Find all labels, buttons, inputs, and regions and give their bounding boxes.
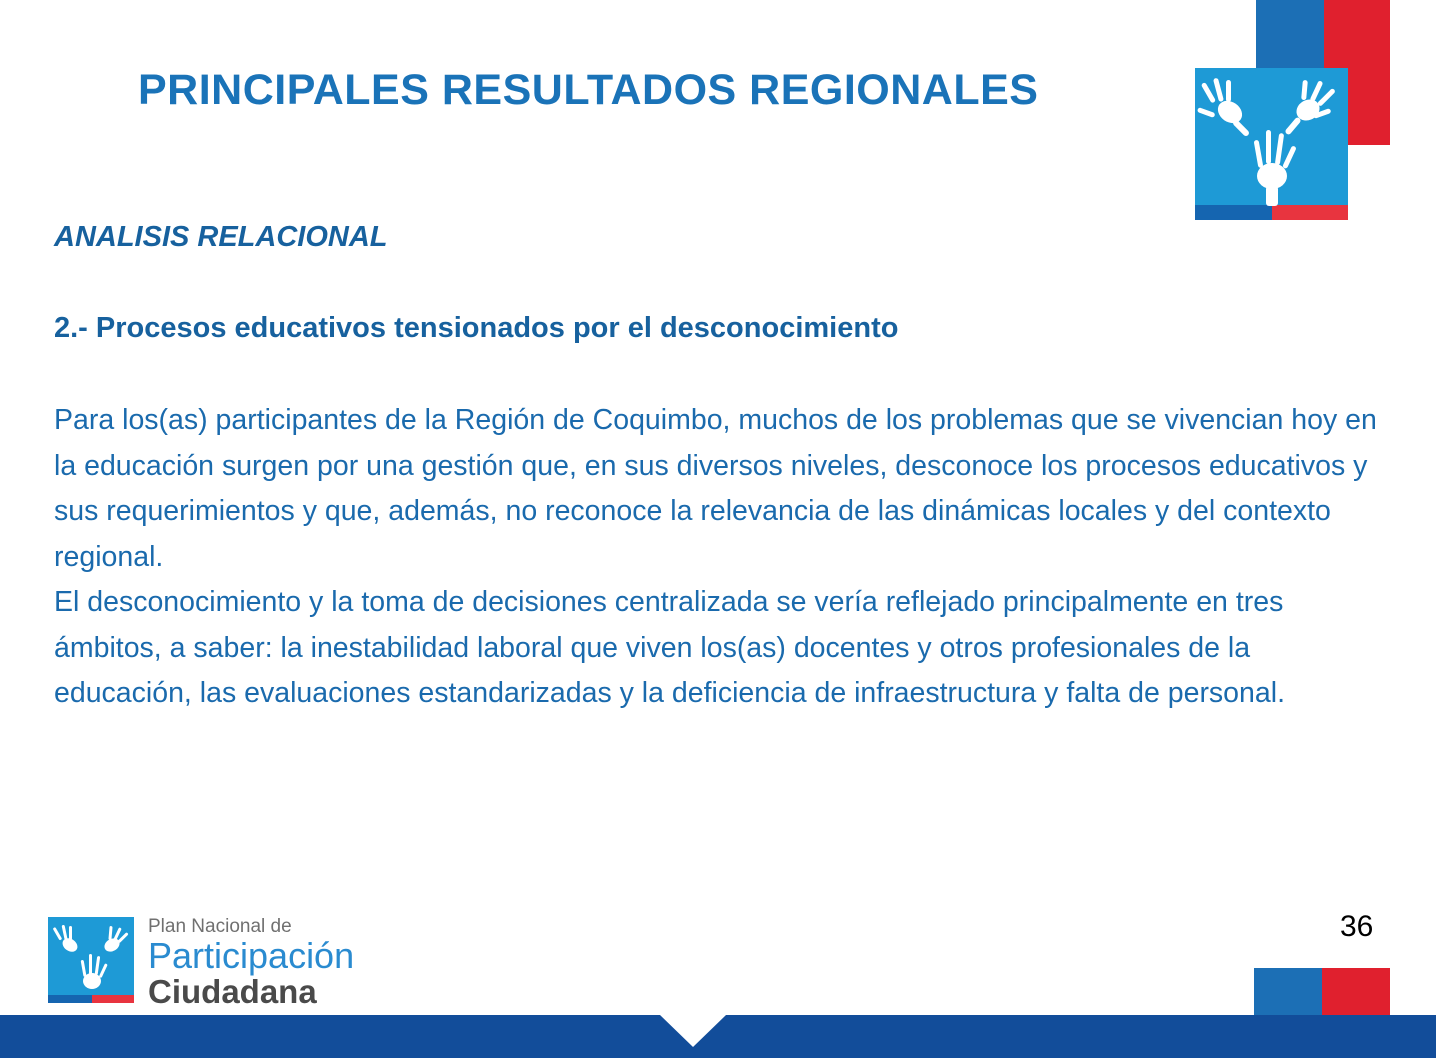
body-paragraph: El desconocimiento y la toma de decisiones centralizada se vería reflejado principalmente en tres ámbitos, a saber: la inestabilidad laboral que viven los(as) docentes y otros profesionales de la educación, las evaluaciones estandarizadas y la deficiencia de infraestructura y falta de personal.	[54, 586, 1285, 709]
footer-logo-text	[148, 916, 354, 1010]
footer-logo-icon	[46, 915, 136, 1005]
body-text	[54, 398, 1394, 717]
body-paragraph: Para los(as) participantes de la Región de Coquimbo, muchos de los problemas que se vivencian hoy en la educación surgen por una gestión que, en sus diversos niveles, desconoce los procesos educativos y sus requerimientos y que, además, no reconoce la relevancia de las dinámicas locales y del contexto regional.	[54, 404, 1377, 573]
top-logo-decoration	[1190, 0, 1400, 225]
logo-line-ciudadana: Ciudadana	[148, 973, 317, 1010]
bottom-bar-notch	[660, 1013, 726, 1049]
page-number: 36	[1340, 910, 1374, 943]
slide-title: PRINCIPALES RESULTADOS REGIONALES	[138, 66, 1039, 114]
logo-line-participacion: Participación	[148, 935, 355, 976]
bottom-right-decoration	[1254, 968, 1390, 1016]
section-label: ANALISIS RELACIONAL	[54, 221, 388, 253]
section-subheading: 2.- Procesos educativos tensionados por el desconocimiento	[54, 312, 899, 344]
logo-line-plan: Plan Nacional de	[148, 916, 292, 937]
